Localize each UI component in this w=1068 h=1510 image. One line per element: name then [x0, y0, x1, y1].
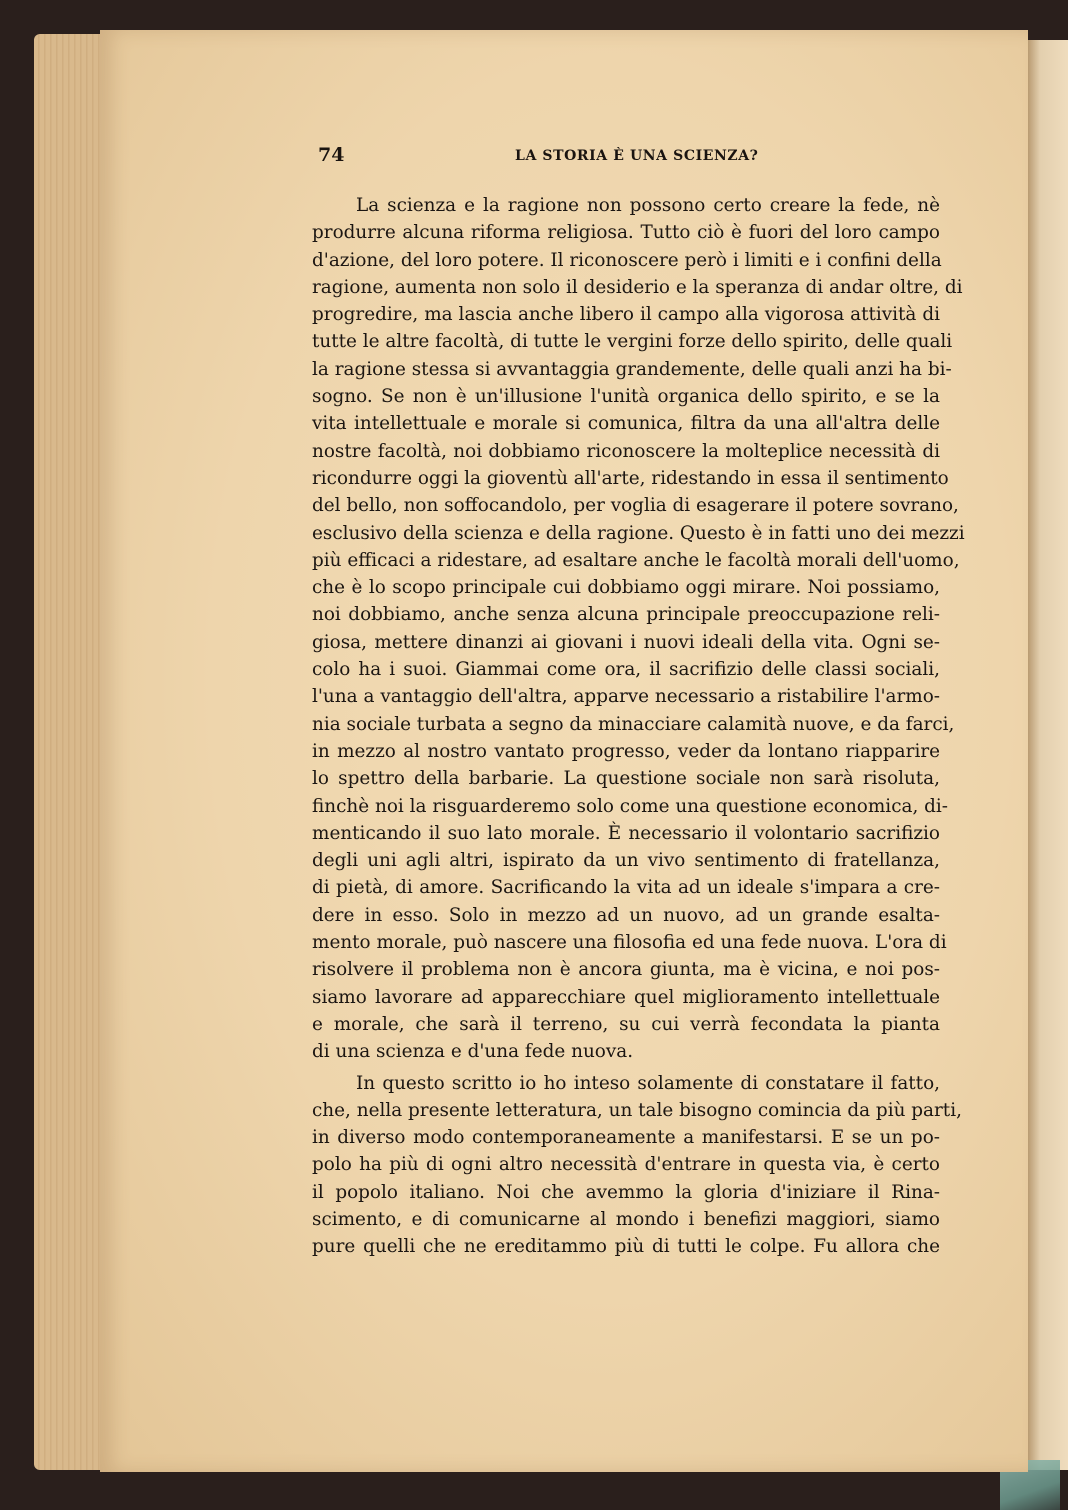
text-line: In questo scritto io ho inteso solamente di constatare il fatto,	[356, 1072, 940, 1094]
text-line: di una scienza e d'una fede nuova.	[312, 1041, 634, 1063]
text-line: polo ha più di ogni altro necessità d'entrare in questa via, è certo	[312, 1154, 940, 1176]
text-line: menticando il suo lato morale. È necessario il volontario sacrifizio	[312, 822, 940, 844]
text-line: del bello, non soffocandolo, per voglia di esagerare il potere sovrano,	[312, 495, 959, 517]
text-line: siamo lavorare ad apparecchiare quel miglioramento intellettuale	[312, 986, 940, 1008]
text-line: giosa, mettere dinanzi ai giovani i nuovi ideali della vita. Ogni se-	[312, 631, 940, 653]
text-line: sogno. Se non è un'illusione l'unità organica dello spirito, e se la	[312, 386, 940, 408]
text-line: La scienza e la ragione non possono certo creare la fede, nè	[356, 195, 940, 216]
paragraph	[312, 192, 965, 1066]
text-line: più efficaci a ridestare, ad esaltare anche le facoltà morali dell'uomo,	[312, 549, 960, 571]
text-line: il popolo italiano. Noi che avemmo la gloria d'iniziare il Rina-	[312, 1181, 940, 1203]
text-line: produrre alcuna riforma religiosa. Tutto ciò è fuori del loro campo	[312, 222, 940, 244]
running-title: LA STORIA È UNA SCIENZA?	[515, 148, 759, 164]
facing-page-edge	[1028, 40, 1068, 1470]
text-line: scimento, e di comunicarne al mondo i benefizi maggiori, siamo	[312, 1208, 940, 1230]
text-line: finchè noi la risguarderemo solo come una questione economica, di-	[312, 795, 949, 817]
text-line: vita intellettuale e morale si comunica, filtra da una all'altra delle	[312, 413, 940, 435]
text-line: progredire, ma lascia anche libero il campo alla vigorosa attività di	[312, 304, 940, 326]
text-line: che, nella presente letteratura, un tale bisogno comincia da più parti,	[312, 1099, 962, 1121]
text-line: dere in esso. Solo in mezzo ad un nuovo, ad un grande esalta-	[312, 904, 940, 926]
paragraph	[312, 1070, 962, 1261]
text-line: lo spettro della barbarie. La questione sociale non sarà risoluta,	[312, 768, 940, 790]
text-line: ricondurre oggi la gioventù all'arte, ridestando in essa il sentimento	[312, 467, 949, 489]
text-line: e morale, che sarà il terreno, su cui verrà fecondata la pianta	[312, 1013, 940, 1035]
text-line: in mezzo al nostro vantato progresso, veder da lontano riapparire	[312, 740, 940, 762]
text-line: l'una a vantaggio dell'altra, apparve necessario a ristabilire l'armo-	[312, 686, 940, 708]
text-line: colo ha i suoi. Giammai come ora, il sacrifizio delle classi sociali,	[312, 659, 940, 681]
text-line: tutte le altre facoltà, di tutte le vergini forze dello spirito, delle quali	[312, 331, 953, 353]
text-line: mento morale, può nascere una filosofia ed una fede nuova. L'ora di	[312, 932, 947, 954]
text-line: esclusivo della scienza e della ragione. Questo è in fatti uno dei mezzi	[312, 522, 965, 544]
text-line: di pietà, di amore. Sacrificando la vita ad un ideale s'impara a cre-	[312, 877, 940, 899]
text-line: nia sociale turbata a segno da minacciare calamità nuove, e da farci,	[312, 713, 955, 735]
page-body	[312, 192, 965, 1261]
text-line: pure quelli che ne ereditammo più di tutti le colpe. Fu allora che	[312, 1236, 940, 1258]
page-number: 74	[318, 144, 345, 166]
text-line: ragione, aumenta non solo il desiderio e la speranza di andar oltre, di	[312, 276, 963, 298]
page-header	[318, 144, 940, 170]
text-line: la ragione stessa si avvantaggia grandemente, delle quali anzi ha bi-	[312, 358, 952, 380]
text-line: che è lo scopo principale cui dobbiamo oggi mirare. Noi possiamo,	[312, 577, 940, 599]
text-line: nostre facoltà, noi dobbiamo riconoscere la molteplice necessità di	[312, 440, 940, 462]
text-line: degli uni agli altri, ispirato da un vivo sentimento di fratellanza,	[312, 850, 940, 872]
text-line: in diverso modo contemporaneamente a manifestarsi. E se un po-	[312, 1127, 940, 1149]
text-line: risolvere il problema non è ancora giunta, ma è vicina, e noi pos-	[312, 959, 940, 981]
text-line: d'azione, del loro potere. Il riconoscere però i limiti e i confini della	[312, 249, 942, 271]
text-line: noi dobbiamo, anche senza alcuna principale preoccupazione reli-	[312, 604, 940, 626]
